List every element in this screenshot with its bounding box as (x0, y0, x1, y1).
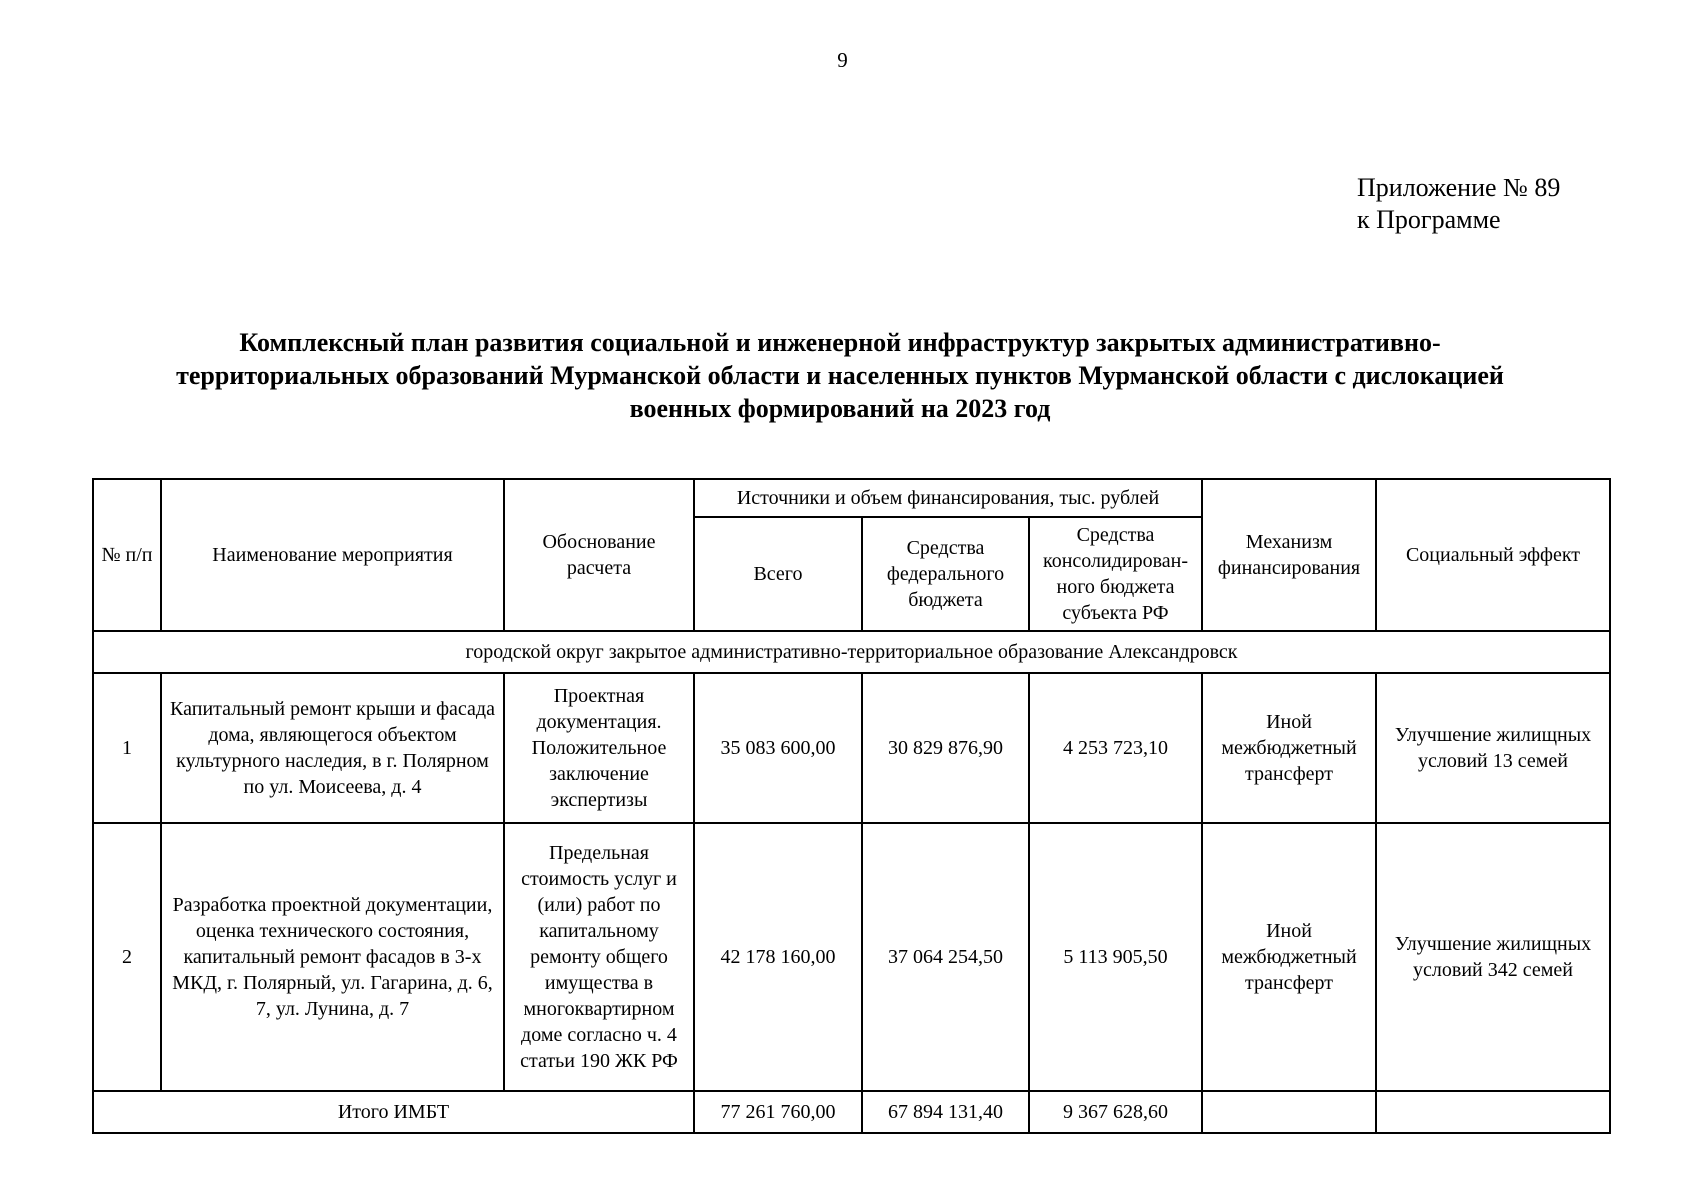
header-effect: Социальный эффект (1376, 479, 1610, 631)
annex-header (1357, 172, 1560, 236)
total-consolidated: 9 367 628,60 (1029, 1091, 1202, 1133)
header-consolidated: Средства консолидирован-ного бюджета субъекта РФ (1029, 517, 1202, 631)
total-effect-empty (1376, 1091, 1610, 1133)
header-financing-group: Источники и объем финансирования, тыс. рублей (694, 479, 1202, 517)
page-number: 9 (837, 48, 848, 72)
header-mechanism: Механизм финансирования (1202, 479, 1376, 631)
row-mechanism: Иной межбюджетный трансферт (1202, 673, 1376, 823)
header-num: № п/п (93, 479, 161, 631)
row-total: 35 083 600,00 (694, 673, 862, 823)
header-basis: Обоснование расчета (504, 479, 694, 631)
financing-plan-table (92, 478, 1611, 1134)
row-mechanism: Иной межбюджетный трансферт (1202, 823, 1376, 1091)
row-consolidated: 5 113 905,50 (1029, 823, 1202, 1091)
row-federal: 30 829 876,90 (862, 673, 1029, 823)
table-row (93, 673, 1610, 823)
row-num: 2 (93, 823, 161, 1091)
table-row (93, 823, 1610, 1091)
row-effect: Улучшение жилищных условий 342 семей (1376, 823, 1610, 1091)
row-federal: 37 064 254,50 (862, 823, 1029, 1091)
row-basis: Проектная документация. Положительное заключение экспертизы (504, 673, 694, 823)
title-line-1: Комплексный план развития социальной и инженерной инфраструктур закрытых административно- (239, 328, 1441, 357)
total-mechanism-empty (1202, 1091, 1376, 1133)
header-total: Всего (694, 517, 862, 631)
total-row (93, 1091, 1610, 1133)
row-consolidated: 4 253 723,10 (1029, 673, 1202, 823)
header-name: Наименование мероприятия (161, 479, 504, 631)
row-num: 1 (93, 673, 161, 823)
row-basis: Предельная стоимость услуг и (или) работ по капитальному ремонту общего имущества в многоквартирном доме согласно ч. 4 статьи 190 ЖК РФ (504, 823, 694, 1091)
title-line-2: территориальных образований Мурманской области и населенных пунктов Мурманской области с дислокацией (176, 361, 1504, 390)
total-label: Итого ИМБТ (93, 1091, 694, 1133)
row-name: Капитальный ремонт крыши и фасада дома, являющегося объектом культурного наследия, в г. Полярном по ул. Моисеева, д. 4 (161, 673, 504, 823)
document-title (95, 326, 1585, 425)
section-row (93, 631, 1610, 673)
row-total: 42 178 160,00 (694, 823, 862, 1091)
row-effect: Улучшение жилищных условий 13 семей (1376, 673, 1610, 823)
annex-line-1: Приложение № 89 (1357, 173, 1561, 202)
total-federal: 67 894 131,40 (862, 1091, 1029, 1133)
header-row-1 (93, 479, 1610, 517)
title-line-3: военных формирований на 2023 год (629, 394, 1051, 423)
section-title: городской округ закрытое административно-территориальное образование Александровск (93, 631, 1610, 673)
total-sum: 77 261 760,00 (694, 1091, 862, 1133)
header-federal: Средства федерального бюджета (862, 517, 1029, 631)
row-name: Разработка проектной документации, оценка технического состояния, капитальный ремонт фасадов в 3-х МКД, г. Полярный, ул. Гагарина, д. 6, 7, ул. Лунина, д. 7 (161, 823, 504, 1091)
annex-line-2: к Программе (1357, 205, 1501, 234)
